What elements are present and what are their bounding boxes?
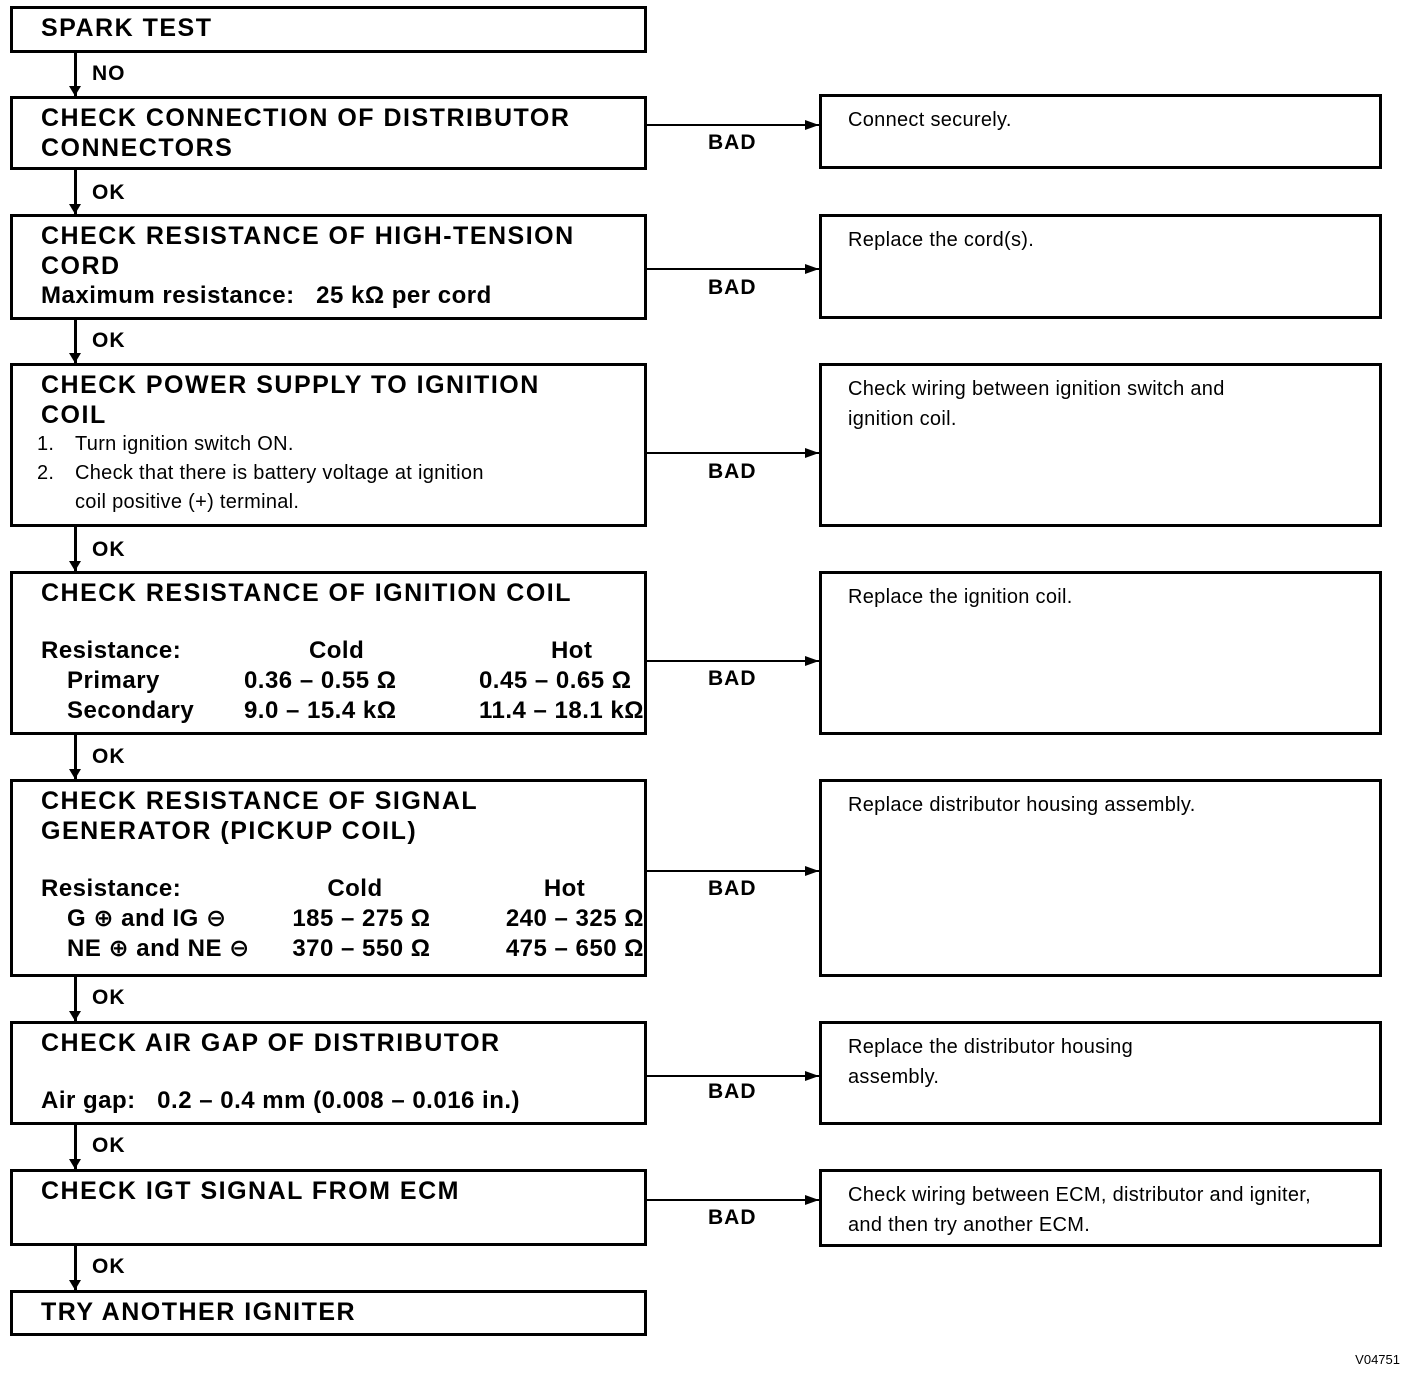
hot-value: 11.4 – 18.1 kΩ xyxy=(478,697,644,724)
row-name: NE ⊕ and NE ⊖ xyxy=(67,935,250,962)
step-7-title: CHECK IGT SIGNAL FROM ECM xyxy=(41,1177,460,1205)
step-1-result-box xyxy=(819,94,1382,169)
ok-label: OK xyxy=(92,329,126,352)
flow-arrow xyxy=(69,1159,81,1169)
flow-arrow xyxy=(69,561,81,571)
instruction-number: 2. xyxy=(37,462,55,484)
step-5-resistance-table xyxy=(41,874,644,964)
bad-arrow xyxy=(805,120,819,130)
cold-header: Cold xyxy=(327,875,383,902)
ok-label: OK xyxy=(92,181,126,204)
hot-value: 0.45 – 0.65 Ω xyxy=(478,667,632,694)
step-3-result: Check wiring between ignition switch and ignition coil. xyxy=(848,378,1225,430)
bad-label: BAD xyxy=(708,131,757,154)
bad-label: BAD xyxy=(708,877,757,900)
ok-label: OK xyxy=(92,538,126,561)
ok-label: OK xyxy=(92,986,126,1009)
bad-label: BAD xyxy=(708,276,757,299)
step-7-box xyxy=(10,1169,647,1246)
table-row xyxy=(41,666,644,696)
resistance-label: Resistance: xyxy=(41,637,182,664)
step-4-title: CHECK RESISTANCE OF IGNITION COIL xyxy=(41,579,572,607)
bad-label: BAD xyxy=(708,667,757,690)
row-name: G ⊕ and IG ⊖ xyxy=(67,905,227,932)
figure-code: V04751 xyxy=(1355,1352,1400,1367)
step-4-box xyxy=(10,571,647,735)
bad-label: BAD xyxy=(708,1206,757,1229)
cold-value: 9.0 – 15.4 kΩ xyxy=(243,697,397,724)
end-title: TRY ANOTHER IGNITER xyxy=(41,1298,357,1326)
instruction-item xyxy=(37,459,644,517)
ok-label: OK xyxy=(92,1134,126,1157)
step-5-title: CHECK RESISTANCE OF SIGNAL GENERATOR (PICKUP COIL) xyxy=(41,787,478,845)
step-6-title: CHECK AIR GAP OF DISTRIBUTOR xyxy=(41,1029,501,1057)
row-name: Secondary xyxy=(67,697,195,724)
start-box xyxy=(10,6,647,53)
table-header-row xyxy=(41,874,644,904)
table-row xyxy=(41,934,644,964)
bad-line xyxy=(647,1199,819,1201)
step-2-result: Replace the cord(s). xyxy=(848,229,1035,251)
instruction-number: 1. xyxy=(37,433,55,455)
bad-arrow xyxy=(805,656,819,666)
step-2-box xyxy=(10,214,647,320)
resistance-label: Resistance: xyxy=(41,875,182,902)
row-name: Primary xyxy=(67,667,160,694)
step-6-result: Replace the distributor housing assembly. xyxy=(848,1036,1134,1088)
bad-label: BAD xyxy=(708,460,757,483)
hot-header: Hot xyxy=(543,875,586,902)
flow-arrow xyxy=(69,86,81,96)
bad-arrow xyxy=(805,448,819,458)
step-6-result-box xyxy=(819,1021,1382,1125)
instruction-item xyxy=(37,430,644,459)
cold-header: Cold xyxy=(308,637,365,664)
step-4-resistance-table xyxy=(41,636,644,726)
instruction-text: Check that there is battery voltage at ignition coil positive (+) terminal. xyxy=(75,462,484,513)
hot-header: Hot xyxy=(550,637,593,664)
step-7-result-box xyxy=(819,1169,1382,1247)
step-3-box xyxy=(10,363,647,527)
step-2-result-box xyxy=(819,214,1382,319)
step-3-title: CHECK POWER SUPPLY TO IGNITION COIL xyxy=(41,371,540,429)
flow-arrow xyxy=(69,204,81,214)
bad-label: BAD xyxy=(708,1080,757,1103)
flow-arrow xyxy=(69,1011,81,1021)
step-5-result-box xyxy=(819,779,1382,977)
bad-line xyxy=(647,1075,819,1077)
step-2-spec: Maximum resistance: 25 kΩ per cord xyxy=(41,282,492,309)
cold-value: 185 – 275 Ω xyxy=(292,905,431,932)
step-1-box xyxy=(10,96,647,170)
step-6-box xyxy=(10,1021,647,1125)
flow-arrow xyxy=(69,353,81,363)
cold-value: 370 – 550 Ω xyxy=(292,935,431,962)
step-1-result: Connect securely. xyxy=(848,109,1012,131)
flow-arrow xyxy=(69,769,81,779)
bad-line xyxy=(647,660,819,662)
step-4-result: Replace the ignition coil. xyxy=(848,586,1073,608)
bad-arrow xyxy=(805,1071,819,1081)
table-header-row xyxy=(41,636,644,666)
end-box xyxy=(10,1290,647,1336)
hot-value: 240 – 325 Ω xyxy=(505,905,644,932)
step-5-box xyxy=(10,779,647,977)
step-6-spec: Air gap: 0.2 – 0.4 mm (0.008 – 0.016 in.) xyxy=(41,1087,521,1114)
bad-line xyxy=(647,870,819,872)
instruction-text: Turn ignition switch ON. xyxy=(75,433,294,455)
step-4-result-box xyxy=(819,571,1382,735)
hot-value: 475 – 650 Ω xyxy=(505,935,644,962)
step-3-result-box xyxy=(819,363,1382,527)
step-5-result: Replace distributor housing assembly. xyxy=(848,794,1196,816)
table-row xyxy=(41,696,644,726)
bad-line xyxy=(647,268,819,270)
bad-line xyxy=(647,452,819,454)
step-1-title: CHECK CONNECTION OF DISTRIBUTOR CONNECTORS xyxy=(41,104,571,162)
bad-line xyxy=(647,124,819,126)
ok-label: OK xyxy=(92,745,126,768)
start-title: SPARK TEST xyxy=(41,14,213,42)
ok-label: OK xyxy=(92,1255,126,1278)
bad-arrow xyxy=(805,866,819,876)
no-label: NO xyxy=(92,62,126,85)
step-2-title: CHECK RESISTANCE OF HIGH-TENSION CORD xyxy=(41,222,575,280)
cold-value: 0.36 – 0.55 Ω xyxy=(243,667,397,694)
step-3-instructions xyxy=(37,430,644,517)
bad-arrow xyxy=(805,1195,819,1205)
step-7-result: Check wiring between ECM, distributor and igniter, and then try another ECM. xyxy=(848,1184,1311,1236)
flow-arrow xyxy=(69,1280,81,1290)
table-row xyxy=(41,904,644,934)
bad-arrow xyxy=(805,264,819,274)
